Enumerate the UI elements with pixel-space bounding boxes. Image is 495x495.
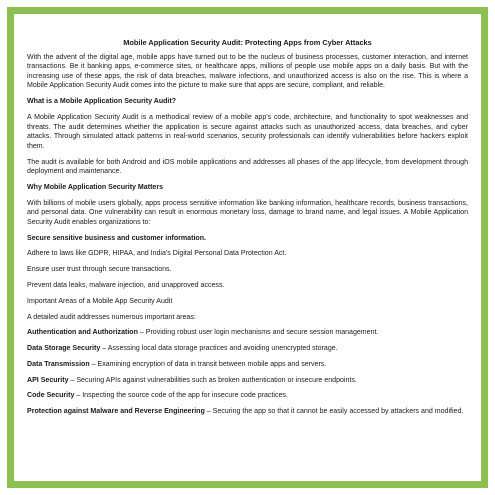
intro-paragraph: With the advent of the digital age, mobile apps have turned out to be the nucleus of business processes, customer interaction, and internet transactions. Be it banking apps, e-commerce sites, or healthcare apps, millions of people use mobile apps on a daily basis. But with the increasing use of these apps, the risk of data breaches, malware infections, and unauthorized access is also on the rise. This is where a Mobile Application Security Audit comes into the picture to make sure that apps are secure, compliant, and reliable. xyxy=(27,53,468,90)
platforms-paragraph: The audit is available for both Android and iOS mobile applications and addresses all phases of the app lifecycle, from development through deployment and maintenance. xyxy=(27,158,468,176)
area-desc: – Providing robust user login mechanisms and secure session management. xyxy=(137,329,379,337)
article-body xyxy=(27,38,468,423)
section-heading-what: What is a Mobile Application Security Audit? xyxy=(27,98,177,106)
area-item xyxy=(27,360,468,370)
area-desc: – Securing APIs against vulnerabilities such as broken authentication or insecure endpoints. xyxy=(68,376,357,384)
area-term: Protection against Malware and Reverse Engineering xyxy=(27,408,205,416)
ensure-line: Ensure user trust through secure transactions. xyxy=(27,266,172,274)
area-item xyxy=(27,328,468,338)
area-desc: – Inspecting the source code of the app for insecure code practices. xyxy=(74,392,288,400)
area-item xyxy=(27,407,468,417)
areas-intro: A detailed audit addresses numerous important areas: xyxy=(27,313,196,321)
area-item xyxy=(27,376,468,386)
area-term: Authentication and Authorization xyxy=(27,329,138,337)
why-paragraph: With billions of mobile users globally, apps process sensitive information like banking information, healthcare records, business transactions, and personal data. One vulnerability can result in enormous monetary loss, damage to brand name, and legal issues. A Mobile Application Security Audit enables organizations to: xyxy=(27,199,468,226)
area-desc: – Assessing local data storage practices and avoiding unencrypted storage. xyxy=(100,345,338,353)
area-item xyxy=(27,344,468,354)
what-paragraph: A Mobile Application Security Audit is a methodical review of a mobile app's code, architecture, and functionality to spot weaknesses and threats. The audit determines whether the application is secure against attacks such as unauthorized access, data breaches, and cyber attacks. Through simulated attack patterns in real-world scenarios, security professionals can identify vulnerabilities before hackers exploit them. xyxy=(27,113,468,150)
area-term: Data Storage Security xyxy=(27,345,101,353)
area-term: Data Transmission xyxy=(27,360,90,368)
section-heading-why: Why Mobile Application Security Matters xyxy=(27,183,163,191)
area-term: Code Security xyxy=(27,392,75,400)
adhere-line: Adhere to laws like GDPR, HIPAA, and India's Digital Personal Data Protection Act. xyxy=(27,250,287,258)
area-desc: – Securing the app so that it cannot be easily accessed by attackers and modified. xyxy=(204,408,464,416)
areas-heading: Important Areas of a Mobile App Security Audit xyxy=(27,297,173,305)
area-term: API Security xyxy=(27,376,69,384)
article-title: Mobile Application Security Audit: Protecting Apps from Cyber Attacks xyxy=(123,38,372,47)
secure-info-line: Secure sensitive business and customer information. xyxy=(27,234,206,242)
prevent-line: Prevent data leaks, malware injection, and unapproved access. xyxy=(27,281,225,289)
area-item xyxy=(27,391,468,401)
area-desc: – Examining encryption of data in transit between mobile apps and servers. xyxy=(89,360,327,368)
